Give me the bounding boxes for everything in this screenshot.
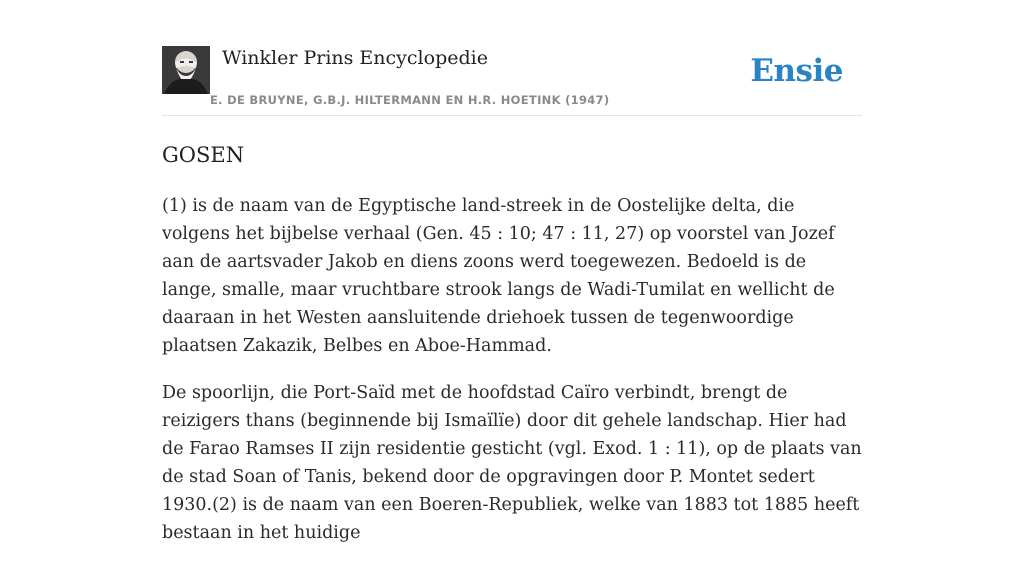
article-title: GOSEN	[162, 143, 245, 167]
author-portrait-icon	[162, 46, 210, 94]
source-authors: E. DE BRUYNE, G.B.J. HILTERMANN EN H.R. HOETINK (1947)	[210, 93, 610, 107]
ensie-logo[interactable]: Ensie	[750, 53, 843, 89]
source-header	[162, 46, 862, 116]
author-avatar[interactable]	[162, 46, 210, 94]
article-paragraph: De spoorlijn, die Port-Saïd met de hoofdstad Caïro verbindt, brengt de reizigers thans (beginnende bij Ismaïlïe) door dit gehele landschap. Hier had de Farao Ramses II zijn residentie gesticht (vgl. Exod. 1 : 11), op de plaats van de stad Soan of Tanis, bekend door de opgravingen door P. Montet sedert 1930.(2) is de naam van een Boeren-Republiek, welke van 1883 tot 1885 heeft bestaan in het huidige	[162, 383, 862, 543]
source-title[interactable]: Winkler Prins Encyclopedie	[222, 47, 488, 69]
article-body	[162, 192, 864, 566]
article-paragraph: (1) is de naam van de Egyptische land-streek in de Oostelijke delta, die volgens het bijbelse verhaal (Gen. 45 : 10; 47 : 11, 27) op voorstel van Jozef aan de aartsvader Jakob en diens zoons werd toegewezen. Bedoeld is de lange, smalle, maar vruchtbare strook langs de Wadi-Tumilat en wellicht de daaraan in het Westen aansluitende driehoek tussen de tegenwoordige plaatsen Zakazik, Belbes en Aboe-Hammad.	[162, 196, 835, 356]
